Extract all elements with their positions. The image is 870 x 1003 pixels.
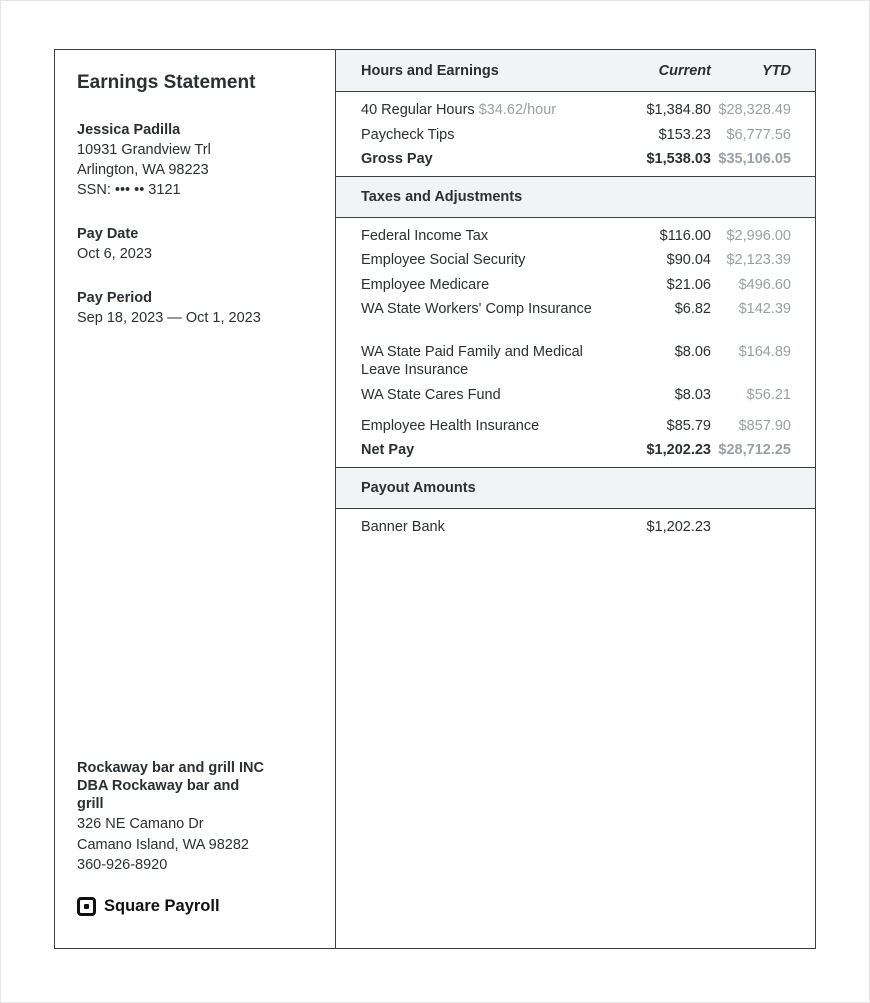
row-ytd: $56.21 bbox=[746, 387, 791, 403]
table-row bbox=[336, 248, 815, 273]
row-label: Employee Social Security bbox=[361, 252, 526, 268]
taxes-adjustments-header bbox=[336, 176, 815, 218]
table-row bbox=[336, 98, 815, 123]
row-label: Net Pay bbox=[361, 442, 415, 458]
row-ytd: $164.89 bbox=[738, 344, 791, 360]
employee-info bbox=[77, 120, 335, 200]
row-ytd: $35,106.05 bbox=[718, 151, 791, 167]
employer-phone: 360-926-8920 bbox=[77, 857, 168, 873]
employer-address-line2: Camano Island, WA 98282 bbox=[77, 836, 249, 853]
employee-ssn: SSN: ••• •• 3121 bbox=[77, 182, 181, 198]
row-ytd: $142.39 bbox=[738, 301, 791, 317]
row-label: WA State Workers' Comp Insurance bbox=[361, 301, 592, 317]
table-row bbox=[336, 297, 815, 340]
statement-details-panel bbox=[336, 50, 815, 948]
hourly-rate: $34.62/hour bbox=[478, 102, 557, 118]
hours-earnings-header bbox=[336, 50, 815, 92]
gross-pay-row bbox=[336, 147, 815, 172]
row-label: WA State Cares Fund bbox=[361, 387, 501, 403]
taxes-adjustments-rows bbox=[336, 218, 815, 467]
row-current: $8.03 bbox=[674, 387, 711, 403]
square-payroll-logo bbox=[77, 897, 267, 916]
row-ytd: $6,777.56 bbox=[726, 126, 791, 143]
logo-text: Square Payroll bbox=[104, 896, 220, 915]
table-row bbox=[336, 515, 815, 540]
employer-address-line1: 326 NE Camano Dr bbox=[77, 816, 204, 832]
pay-date-label: Pay Date bbox=[77, 226, 139, 242]
table-row bbox=[336, 224, 815, 249]
payout-amounts-title: Payout Amounts bbox=[361, 479, 476, 496]
payout-amounts-rows bbox=[336, 509, 815, 544]
pay-period bbox=[77, 288, 335, 328]
page-title: Earnings Statement bbox=[77, 72, 256, 93]
column-ytd-header: YTD bbox=[762, 62, 791, 79]
employee-address-line1: 10931 Grandview Trl bbox=[77, 142, 211, 158]
pay-date-value: Oct 6, 2023 bbox=[77, 246, 152, 262]
square-logo-icon bbox=[77, 897, 96, 916]
row-ytd: $2,996.00 bbox=[726, 227, 791, 244]
row-current: $8.06 bbox=[674, 344, 711, 360]
table-row bbox=[336, 340, 815, 383]
row-ytd: $496.60 bbox=[738, 276, 791, 293]
pay-period-value: Sep 18, 2023 — Oct 1, 2023 bbox=[77, 310, 261, 326]
table-row bbox=[336, 383, 815, 408]
row-label: Employee Health Insurance bbox=[361, 417, 540, 434]
row-current: $1,202.23 bbox=[646, 442, 711, 458]
payout-amounts-header bbox=[336, 467, 815, 509]
employer-name: Rockaway bar and grill INC DBA Rockaway bar and grill bbox=[77, 760, 264, 812]
row-label: WA State Paid Family and Medical Leave Insurance bbox=[361, 344, 583, 378]
table-row bbox=[336, 414, 815, 439]
row-current: $90.04 bbox=[666, 252, 711, 268]
net-pay-row bbox=[336, 438, 815, 463]
row-current: $6.82 bbox=[674, 301, 711, 317]
row-current: $21.06 bbox=[666, 276, 711, 293]
employee-name: Jessica Padilla bbox=[77, 122, 181, 138]
row-ytd: $28,712.25 bbox=[718, 442, 791, 458]
employer-info bbox=[77, 759, 267, 916]
row-current: $1,202.23 bbox=[646, 518, 711, 535]
pay-period-label: Pay Period bbox=[77, 290, 152, 306]
row-ytd: $28,328.49 bbox=[718, 102, 791, 118]
row-ytd: $2,123.39 bbox=[726, 252, 791, 268]
statement-info-panel bbox=[55, 50, 336, 948]
row-current: $1,538.03 bbox=[646, 151, 711, 167]
employee-address-line2: Arlington, WA 98223 bbox=[77, 162, 209, 178]
hours-earnings-title: Hours and Earnings bbox=[361, 62, 499, 79]
taxes-adjustments-title: Taxes and Adjustments bbox=[361, 188, 523, 205]
row-current: $1,384.80 bbox=[646, 102, 711, 118]
pay-date bbox=[77, 224, 335, 264]
table-row bbox=[336, 123, 815, 148]
row-current: $116.00 bbox=[659, 227, 711, 244]
row-label: Paycheck Tips bbox=[361, 126, 455, 143]
row-ytd: $857.90 bbox=[738, 417, 791, 434]
hours-earnings-rows bbox=[336, 92, 815, 176]
column-current-header: Current bbox=[658, 62, 711, 79]
table-row bbox=[336, 273, 815, 298]
row-label: Gross Pay bbox=[361, 151, 433, 167]
row-current: $85.79 bbox=[666, 417, 711, 434]
row-label: Federal Income Tax bbox=[361, 227, 489, 244]
row-label: 40 Regular Hours bbox=[361, 102, 475, 118]
row-label: Employee Medicare bbox=[361, 276, 490, 293]
row-current: $153.23 bbox=[658, 126, 711, 143]
earnings-statement bbox=[54, 49, 816, 949]
row-label: Banner Bank bbox=[361, 518, 445, 535]
